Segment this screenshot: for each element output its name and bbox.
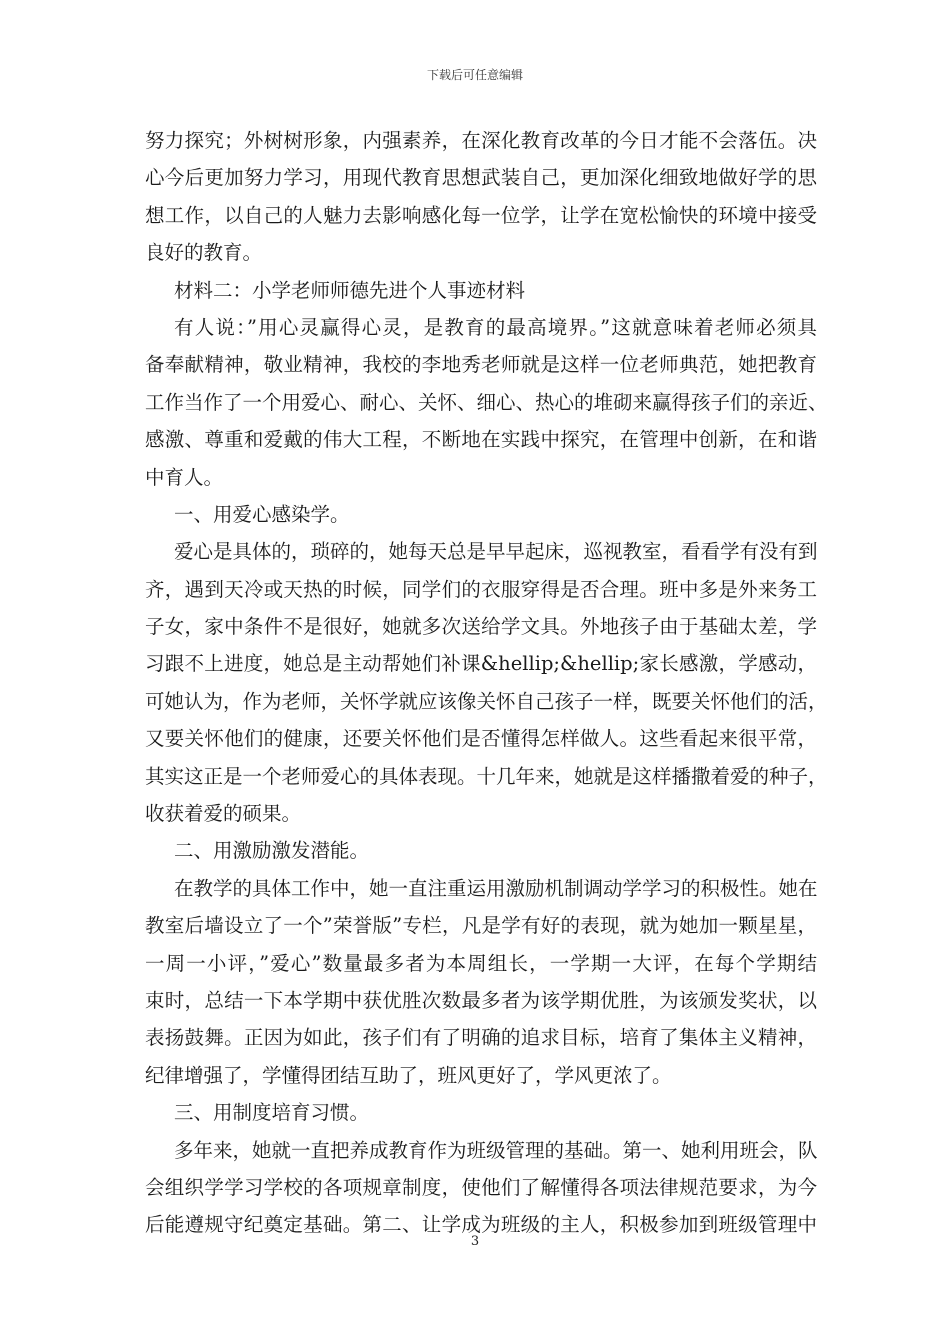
text-line: 良好的教育。 — [145, 241, 263, 265]
text-line: 其实这正是一个老师爱心的具体表现。十几年来，她就是这样播撒着爱的种子， — [145, 764, 828, 788]
text-line: 齐，遇到天冷或天热的时候，同学们的衣服穿得是否合理。班中多是外来务工 — [145, 577, 817, 601]
text-line: 爱心是具体的，琐碎的，她每天总是早早起床，巡视教室，看看学有没有到 — [174, 540, 818, 564]
document-body — [145, 122, 828, 1244]
text-line: 子女，家中条件不是很好，她就多次送给学文具。外地孩子由于基础太差，学 — [145, 615, 817, 639]
text-line: 三、用制度培育习惯。 — [174, 1101, 370, 1125]
text-line: 备奉献精神，敬业精神，我校的李地秀老师就是这样一位老师典范，她把教育 — [145, 353, 817, 377]
text-line: 纪律增强了，学懂得团结互助了，班风更好了，学风更浓了。 — [145, 1063, 672, 1087]
text-line: 有人说：”用心灵赢得心灵，是教育的最高境界。”这就意味着老师必须具 — [174, 315, 817, 339]
text-line: 可她认为，作为老师，关怀学就应该像关怀自己孩子一样，既要关怀他们的活， — [145, 689, 828, 713]
text-line: 束时，总结一下本学期中获优胜次数最多者为该学期优胜，为该颁发奖状，以 — [145, 988, 817, 1012]
text-line: 感激、尊重和爱戴的伟大工程，不断地在实践中探究，在管理中创新，在和谐 — [145, 428, 817, 452]
text-line: 一周一小评，”爱心”数量最多者为本周组长，一学期一大评，在每个学期结 — [145, 951, 817, 975]
text-line: 收获着爱的硕果。 — [145, 802, 302, 826]
text-line: 材料二：小学老师师德先进个人事迹材料 — [174, 278, 526, 302]
text-line: 教室后墙设立了一个”荣誉版”专栏，凡是学有好的表现，就为她加一颗星星， — [145, 914, 817, 938]
text-line: 习跟不上进度，她总是主动帮她们补课&hellip;&hellip;家长感激，学感动， — [145, 652, 817, 676]
text-line: 在教学的具体工作中，她一直注重运用激励机制调动学学习的积极性。她在 — [174, 876, 818, 900]
page-number: 3 — [470, 1234, 480, 1249]
page-header: 下载后可任意编辑 — [426, 68, 523, 82]
text-line: 心今后更加努力学习，用现代教育思想武装自己，更加深化细致地做好学的思 — [145, 166, 817, 190]
text-line: 表扬鼓舞。正因为如此，孩子们有了明确的追求目标，培育了集体主义精神， — [145, 1026, 817, 1050]
text-line: 二、用激励激发潜能。 — [174, 839, 370, 863]
text-line: 工作当作了一个用爱心、耐心、关怀、细心、热心的堆砌来赢得孩子们的亲近、 — [145, 390, 828, 414]
text-line: 会组织学学习学校的各项规章制度，使他们了解懂得各项法律规范要求，为今 — [145, 1175, 817, 1199]
text-line: 多年来，她就一直把养成教育作为班级管理的基础。第一、她利用班会，队 — [174, 1138, 818, 1162]
text-line: 中育人。 — [145, 465, 224, 489]
text-line: 努力探究；外树树形象，内强素养，在深化教育改革的今日才能不会落伍。决 — [145, 129, 817, 152]
text-line: 又要关怀他们的健康，还要关怀他们是否懂得怎样做人。这些看起来很平常， — [145, 727, 817, 751]
text-line: 一、用爱心感染学。 — [174, 502, 350, 526]
text-line: 想工作，以自己的人魅力去影响感化每一位学，让学在宽松愉快的环境中接受 — [145, 203, 817, 227]
text-line: 后能遵规守纪奠定基础。第二、让学成为班级的主人，积极参加到班级管理中 — [145, 1213, 817, 1237]
